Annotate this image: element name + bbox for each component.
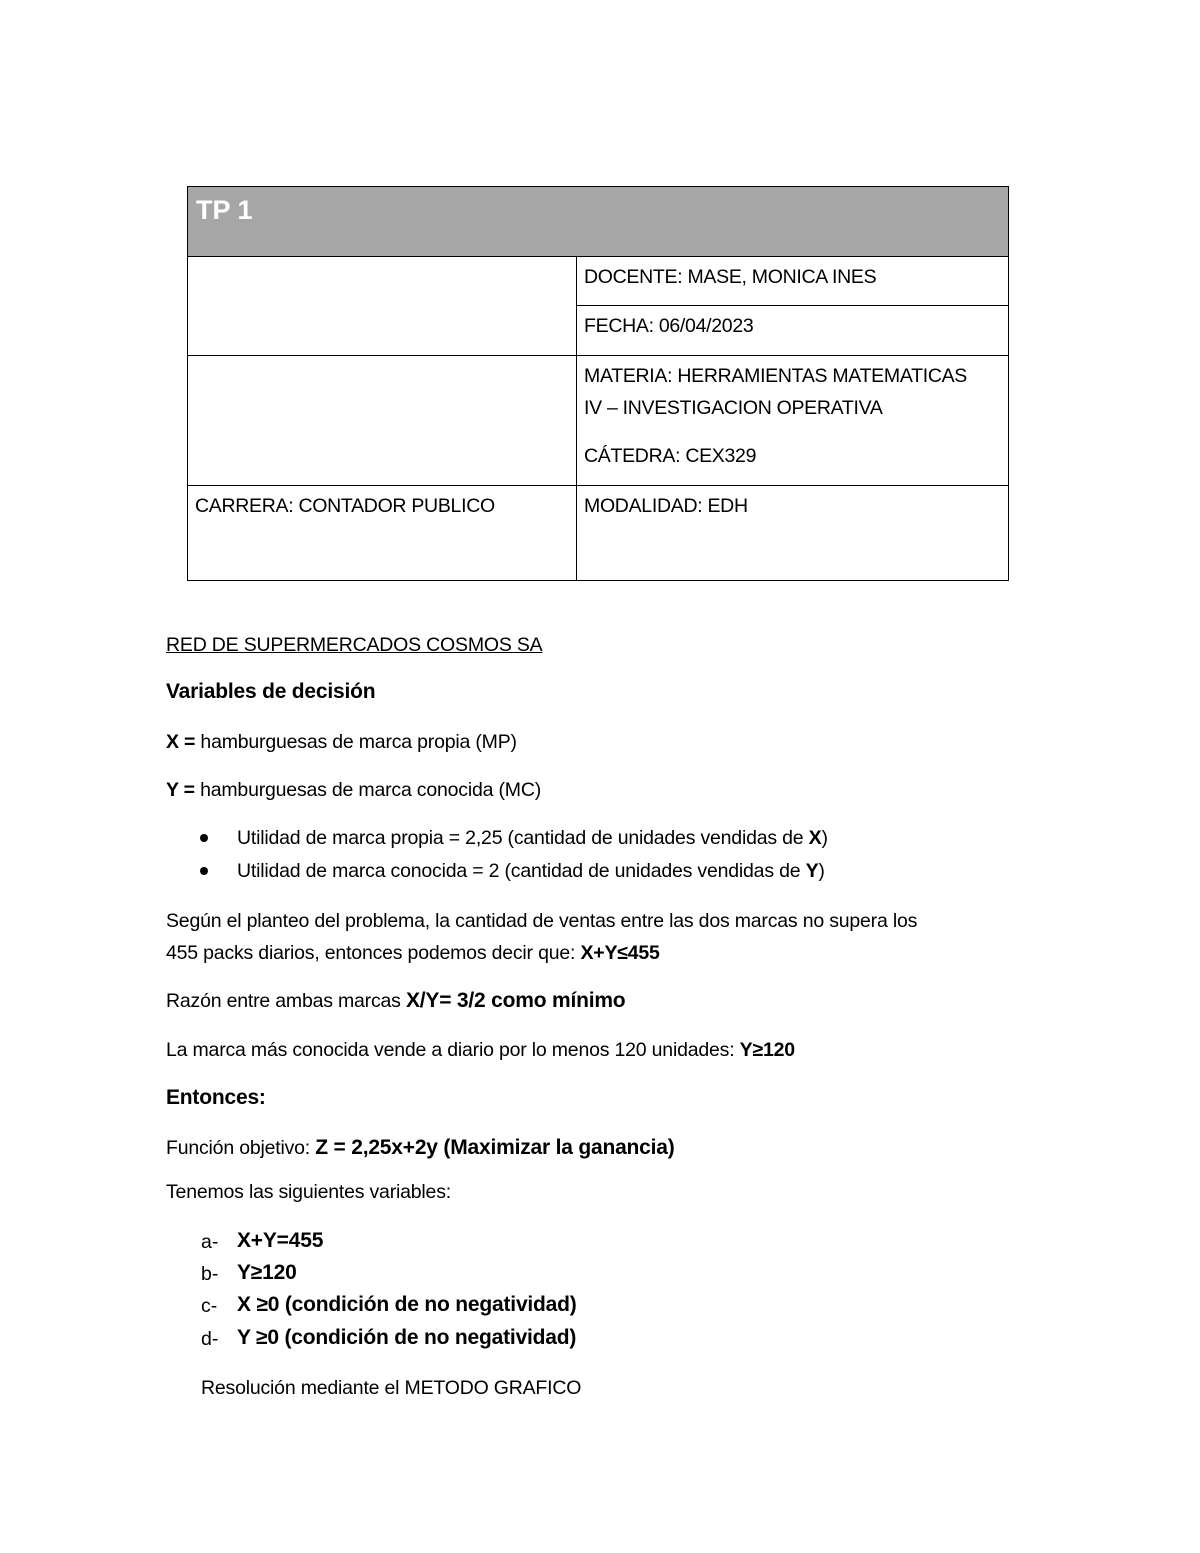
bullet-item-2-text: Utilidad de marca conocida = 2 (cantidad de unidades vendidas de [237, 860, 806, 882]
paragraph-1-text: 455 packs diarios, entonces podemos decir que: [166, 942, 581, 964]
variable-x-label: X = [166, 731, 196, 753]
company-name: RED DE SUPERMERCADOS COSMOS SA [166, 634, 543, 656]
list-item-label: a- [201, 1231, 219, 1253]
paragraph-1-line-1: Según el planteo del problema, la cantidad de ventas entre las dos marcas no supera los [166, 910, 918, 932]
fecha-cell: FECHA: 06/04/2023 [584, 315, 754, 337]
materia-cell [577, 356, 1008, 472]
materia-line-1: MATERIA: HERRAMIENTAS MATEMATICAS [584, 365, 968, 387]
list-item-d: Y ≥0 (condición de no negatividad) [237, 1326, 577, 1349]
catedra-text: CÁTEDRA: CEX329 [584, 445, 757, 467]
header-row-2 [188, 356, 1008, 486]
bullet-item-1-text: Utilidad de marca propia = 2,25 (cantidad de unidades vendidas de [237, 827, 809, 849]
variable-x-line [166, 728, 517, 756]
bullet-item-1-close: ) [821, 827, 828, 849]
list-item-a: X+Y=455 [237, 1229, 324, 1252]
objective-formula: Z = 2,25x+2y (Maximizar la ganancia) [315, 1136, 675, 1159]
header-title: TP 1 [188, 187, 1008, 257]
bullet-item-2 [237, 857, 825, 885]
paragraph-3 [166, 1036, 795, 1064]
paragraph-1-line-2 [166, 939, 660, 967]
bullet-item-1-var: X [808, 827, 822, 849]
header-row-1 [188, 257, 1008, 356]
header-cell-empty-2 [188, 356, 577, 485]
materia-line-2: IV – INVESTIGACION OPERATIVA [584, 397, 883, 419]
header-cell-right-2 [577, 356, 1008, 485]
variable-y-label: Y = [166, 779, 195, 801]
paragraph-3-text: La marca más conocida vende a diario por lo menos 120 unidades: [166, 1039, 740, 1061]
section-variables-heading: Variables de decisión [166, 680, 376, 703]
objective-label: Función objetivo: [166, 1137, 316, 1159]
header-row-3 [188, 486, 1008, 580]
paragraph-2 [166, 987, 625, 1015]
bullet-item-1 [237, 824, 828, 852]
variable-y-text: hamburguesas de marca conocida (MC) [194, 779, 541, 801]
carrera-cell: CARRERA: CONTADOR PUBLICO [188, 486, 577, 580]
list-item-label: d- [201, 1328, 219, 1350]
paragraph-2-text: Razón entre ambas marcas [166, 990, 406, 1012]
modalidad-cell: MODALIDAD: EDH [584, 495, 748, 517]
list-item-b: Y≥120 [237, 1261, 297, 1284]
bullet-icon [200, 867, 208, 875]
bullet-item-2-var: Y [805, 860, 819, 882]
variables-intro: Tenemos las siguientes variables: [166, 1181, 451, 1203]
resolution-text: Resolución mediante el METODO GRAFICO [201, 1377, 582, 1399]
variable-y-line [166, 776, 541, 804]
paragraph-3-constraint: Y≥120 [739, 1039, 795, 1061]
entonces-heading: Entonces: [166, 1086, 266, 1109]
header-cell-right-1 [577, 257, 1008, 355]
list-item-label: b- [201, 1263, 219, 1285]
list-item-c: X ≥0 (condición de no negatividad) [237, 1293, 577, 1316]
header-table [187, 186, 1009, 581]
variable-x-text: hamburguesas de marca propia (MP) [195, 731, 517, 753]
paragraph-1-constraint: X+Y≤455 [580, 942, 660, 964]
bullet-icon [200, 834, 208, 842]
paragraph-2-ratio: X/Y= 3/2 como mínimo [405, 989, 626, 1012]
bullet-item-2-close: ) [818, 860, 825, 882]
list-item-label: c- [201, 1295, 218, 1317]
objective-function [166, 1134, 675, 1162]
header-cell-empty-1 [188, 257, 577, 355]
docente-cell: DOCENTE: MASE, MONICA INES [577, 257, 1008, 306]
